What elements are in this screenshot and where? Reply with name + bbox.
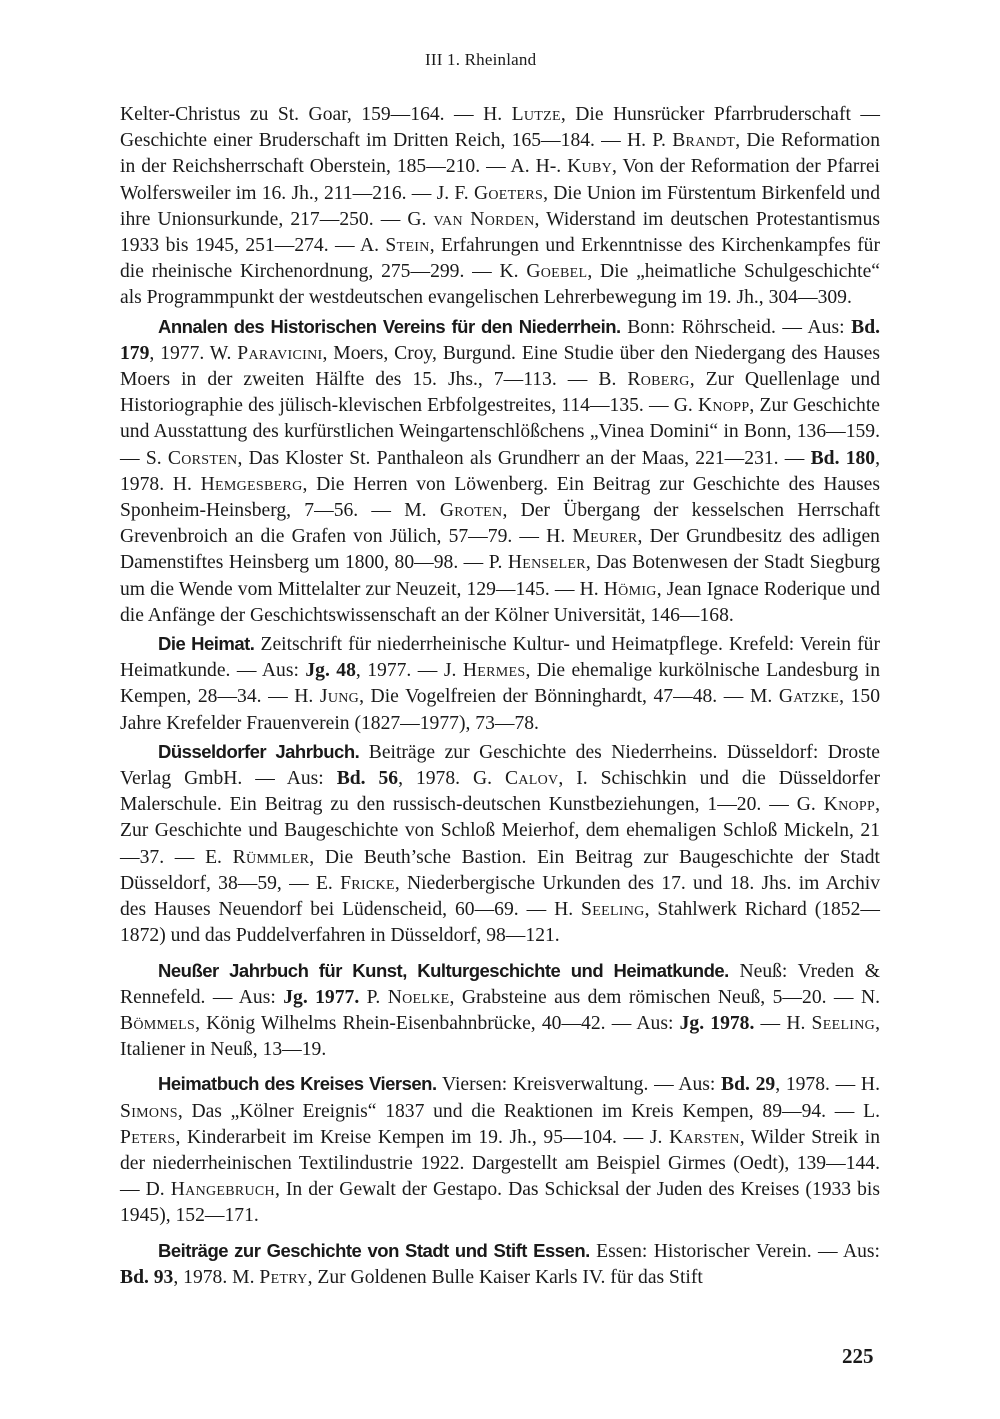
author-name: Simons	[120, 1100, 178, 1122]
author-name: Knopp	[697, 395, 750, 417]
periodical-title: Düsseldorfer Jahrbuch.	[158, 740, 360, 762]
author-name: Noelke	[387, 986, 450, 1008]
author-name: Gatzke	[778, 686, 840, 708]
citation-text: — H.	[754, 1012, 812, 1034]
citation-text: , Zur Geschichte und Baugeschichte von Schloß Meierhof, dem ehemaligen Schloß Mickeln, 21—37. — E.	[120, 794, 880, 868]
citation-text: , Italiener in Neuß, 13—19.	[120, 1012, 880, 1061]
author-name: Brandt	[672, 130, 736, 152]
volume-ref: Bd. 29	[721, 1074, 776, 1096]
author-name: Hömig	[603, 578, 657, 600]
author-name: Groten	[439, 500, 503, 522]
citation-text: , Zur Geschichte und Ausstattung des kurfürstlichen Weingartenschlößchens „Vinea Domini“ in Bonn, 136—159. — S.	[120, 395, 880, 469]
periodical-title: Beiträge zur Geschichte von Stadt und Stift Essen.	[158, 1239, 590, 1261]
author-name: Goeters	[473, 182, 544, 204]
periodical-title: Neußer Jahrbuch für Kunst, Kulturgeschichte und Heimatkunde.	[158, 959, 729, 981]
citation-text: , Das Botenwesen der Stadt Siegburg um die Wende vom Mittelalter zur Neuzeit, 129—145. — H.	[120, 552, 880, 600]
volume-ref: Bd. 180	[810, 447, 876, 469]
citation-text: Viersen: Kreisverwaltung. — Aus:	[436, 1074, 722, 1096]
citation-text: , I. Schischkin und die Düsseldorfer Malerschule. Ein Beitrag zu den russisch-deutschen Kunstbeziehungen, 1—20. — G.	[120, 768, 880, 816]
author-name: Seeling	[581, 899, 645, 921]
periodical-title: Heimatbuch des Kreises Viersen.	[158, 1073, 437, 1095]
author-name: Goebel	[526, 261, 588, 283]
citation-text: Zeitschrift für niederrheinische Kultur- und Heimatpflege. Krefeld: Verein für Heimatkunde. — Aus:	[120, 634, 880, 682]
entry-heimatbuch-viersen	[120, 1071, 880, 1229]
bibliography-body	[120, 102, 880, 1293]
periodical-title: Die Heimat.	[158, 633, 255, 655]
volume-ref: Jg. 1978.	[679, 1012, 755, 1034]
citation-text: , Die Hunsrücker Pfarrbruderschaft — Geschichte einer Bruderschaft im Dritten Reich, 165—184. — H. P.	[120, 104, 881, 152]
periodical-title: Annalen des Historischen Vereins für den Niederrhein.	[158, 315, 621, 337]
author-name: Bömmels	[120, 1012, 196, 1034]
citation-text: , Zur Quellenlage und Historiographie des jülisch-klevischen Erbfolgestreites, 114—135. — G.	[120, 369, 880, 417]
author-name: Seeling	[811, 1012, 876, 1034]
author-name: Fricke	[340, 872, 395, 894]
author-name: Meurer	[572, 526, 638, 548]
citation-text: , Die Union im Fürstentum Birkenfeld und ihre Unionsurkunde, 217—250. — G.	[120, 182, 880, 230]
citation-text: , 1978. M.	[173, 1266, 260, 1288]
author-name: Rümmler	[232, 846, 310, 868]
entry-beitraege-essen	[120, 1238, 880, 1291]
citation-text: , Der Übergang der kesselschen Herrschaft Grevenbroich an die Grafen von Jülich, 57—79. — H.	[120, 500, 880, 548]
author-name: Hangebruch	[170, 1179, 275, 1201]
author-name: Jung	[319, 686, 360, 708]
citation-text: , Moers, Croy, Burgund. Eine Studie über den Niedergang des Hauses Moers in der zweiten Hälfte des 15. Jhs., 7—113. — B.	[120, 342, 880, 391]
citation-text: , Wilder Streik in der niederrheinischen Textilindustrie 1922. Dargestellt am Beispiel Girmes (Oedt), 139—144. — D.	[120, 1126, 881, 1201]
citation-text: , Von der Reformation der Pfarrei Wolfersweiler im 16. Jh., 211—216. — J. F.	[120, 156, 880, 204]
author-name: Calov	[504, 768, 559, 790]
author-name: Hermes	[462, 660, 526, 682]
citation-text: , In der Gewalt der Gestapo. Das Schicksal der Juden des Kreises (1933 bis 1945), 152—171.	[120, 1179, 880, 1227]
citation-text: , Stahlwerk Richard (1852—1872) und das Puddelverfahren in Düsseldorf, 98—121.	[120, 899, 880, 947]
volume-ref: Jg. 1977.	[283, 986, 360, 1008]
entry-annalen-niederrhein	[120, 314, 880, 629]
citation-text: , Der Grundbesitz des adligen Damenstiftes Heinsberg um 1800, 80—98. — P.	[120, 526, 880, 574]
citation-text: Bonn: Röhrscheid. — Aus:	[620, 316, 852, 338]
citation-text: , Das „Kölner Ereignis“ 1837 und die Reaktionen im Kreis Kempen, 89—94. — L.	[177, 1100, 880, 1122]
citation-text: , Das Kloster St. Panthaleon als Grundherr an der Maas, 221—231. —	[237, 447, 811, 469]
citation-text: , Die Herren von Löwenberg. Ein Beitrag zur Geschichte des Hauses Sponheim-Heinsberg, 7—56. — M.	[120, 473, 880, 522]
citation-text: Neuß: Vreden & Rennefeld. — Aus:	[120, 960, 881, 1008]
page-number: 225	[842, 1344, 874, 1368]
citation-text: , König Wilhelms Rhein-Eisenbahnbrücke, 40—42. — Aus:	[195, 1012, 680, 1034]
author-name: Lutze	[511, 104, 561, 125]
running-header: III 1. Rheinland	[425, 50, 537, 69]
volume-ref: Jg. 48	[305, 660, 356, 682]
author-name: Corsten	[167, 447, 238, 469]
citation-text: , Zur Goldenen Bulle Kaiser Karls IV. für das Stift	[307, 1266, 703, 1288]
citation-text: Beiträge zur Geschichte des Niederrheins. Düsseldorf: Droste Verlag GmbH. — Aus:	[120, 741, 880, 790]
volume-ref: Bd. 93	[120, 1266, 174, 1288]
author-name: Roberg	[627, 369, 690, 391]
citation-text: Essen: Historischer Verein. — Aus:	[589, 1240, 880, 1262]
author-name: Kuby	[567, 156, 613, 178]
author-name: Hemgesberg	[200, 473, 303, 495]
citation-text: , 1977. W.	[149, 342, 238, 364]
citation-text: , Erfahrungen und Erkenntnisse des Kirchenkampfes für die rheinische Kirchenordnung, 275—299. — K.	[120, 235, 880, 283]
entry-neusser-jahrbuch	[120, 958, 880, 1064]
author-name: Knopp	[823, 794, 876, 816]
citation-text: , 1978. — H.	[775, 1074, 880, 1096]
citation-text: , 1978. G.	[398, 768, 505, 790]
volume-ref: Bd. 56	[336, 768, 399, 790]
author-name: Peters	[120, 1126, 176, 1148]
citation-text: , Die Reformation in der Reichsherrschaft Oberstein, 185—210. — A. H-.	[120, 130, 880, 178]
volume-ref: Bd. 179	[120, 316, 880, 364]
author-name: Paravicini	[237, 342, 323, 364]
citation-text: , Die Vogelfreien der Bönninghardt, 47—48. — M.	[359, 686, 779, 708]
citation-text: , Grabsteine aus dem römischen Neuß, 5—20. — N.	[449, 986, 880, 1008]
citation-text: , 1978. H.	[120, 447, 880, 495]
citation-text: , Jean Ignace Roderique und die Anfänge der Geschichtswissenschaft an der Kölner Universität, 146—168.	[120, 578, 880, 626]
citation-text: , Kinderarbeit im Kreise Kempen im 19. Jh., 95—104. — J.	[175, 1126, 670, 1148]
author-name: Petry	[259, 1266, 308, 1288]
citation-text: , Die Beuth’sche Bastion. Ein Beitrag zur Baugeschichte der Stadt Düsseldorf, 38—59, — E.	[120, 846, 880, 894]
entry-die-heimat	[120, 631, 880, 737]
author-name: Henseler	[507, 552, 586, 574]
entry-duesseldorfer-jahrbuch	[120, 739, 880, 950]
entry-continuation	[120, 102, 880, 312]
citation-text: P.	[359, 986, 388, 1008]
citation-text: , Die „heimatliche Schulgeschichte“ als Programmpunkt der westdeutschen evangelischen Lehrerbewegung im 19. Jh., 304—309.	[120, 261, 880, 309]
author-name: Stein	[385, 235, 430, 257]
citation-text: , Die ehemalige kurkölnische Landesburg in Kempen, 28—34. — H.	[120, 660, 881, 708]
citation-text: , Niederbergische Urkunden des 17. und 18. Jhs. im Archiv des Hauses Neuendorf bei Lüdenscheid, 60—69. — H.	[120, 872, 880, 921]
citation-text: , 1977. — J.	[355, 660, 463, 682]
citation-text: , 150 Jahre Krefelder Frauenverein (1827—1977), 73—78.	[120, 686, 880, 734]
citation-text: Kelter-Christus zu St. Goar, 159—164. — H.	[120, 104, 512, 125]
citation-text: , Widerstand im deutschen Protestantismus 1933 bis 1945, 251—274. — A.	[120, 208, 881, 257]
author-name: van Norden	[433, 208, 535, 230]
author-name: Karsten	[669, 1126, 740, 1148]
